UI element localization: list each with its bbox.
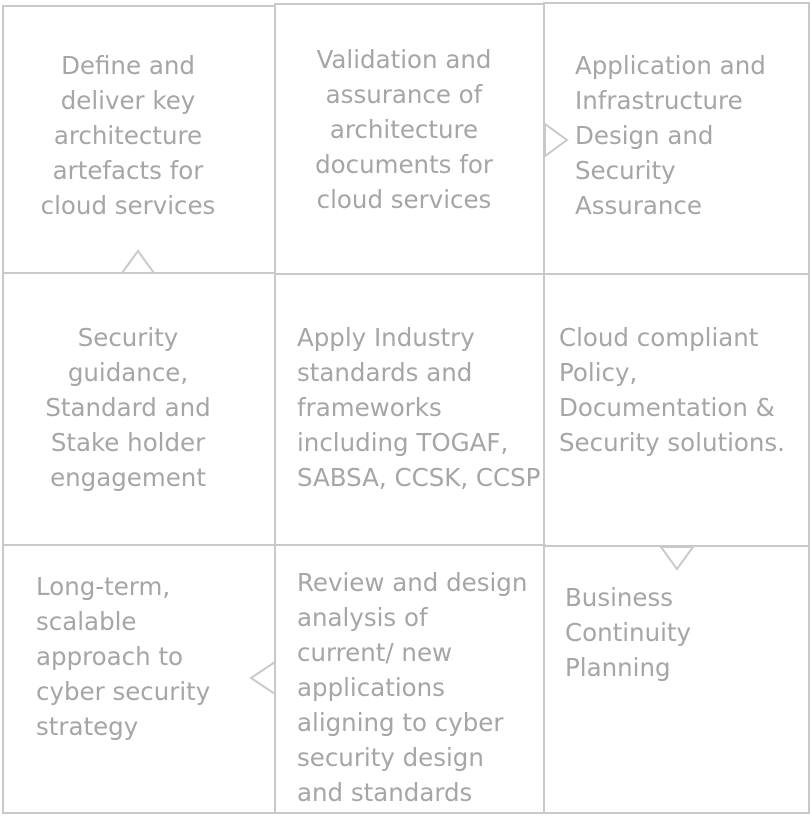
text-application-infrastructure: Application and Infrastructure Design and Security Assurance (575, 51, 766, 220)
right-arrow-icon (545, 124, 567, 156)
text-define-deliver: Define and deliver key architecture artefacts for cloud services (40, 51, 216, 220)
up-arrow-icon (122, 251, 154, 273)
text-industry-standards: Apply Industry standards and frameworks including TOGAF, SABSA, CCSK, CCSP (297, 323, 541, 492)
text-review-design-analysis: Review and design analysis of current/ new applications aligning to cyber security design and standards (297, 568, 528, 807)
text-cloud-compliant-policy: Cloud compliant Policy, Documentation & Security solutions. (559, 323, 785, 457)
text-business-continuity: Business Continuity Planning (565, 583, 692, 682)
text-long-term-strategy: Long-term, scalable approach to cyber security strategy (36, 572, 211, 741)
text-validation-assurance: Validation and assurance of architecture documents for cloud services (315, 45, 493, 214)
text-security-guidance: Security guidance, Standard and Stake holder engagement (45, 323, 211, 492)
down-arrow-icon (661, 547, 693, 569)
